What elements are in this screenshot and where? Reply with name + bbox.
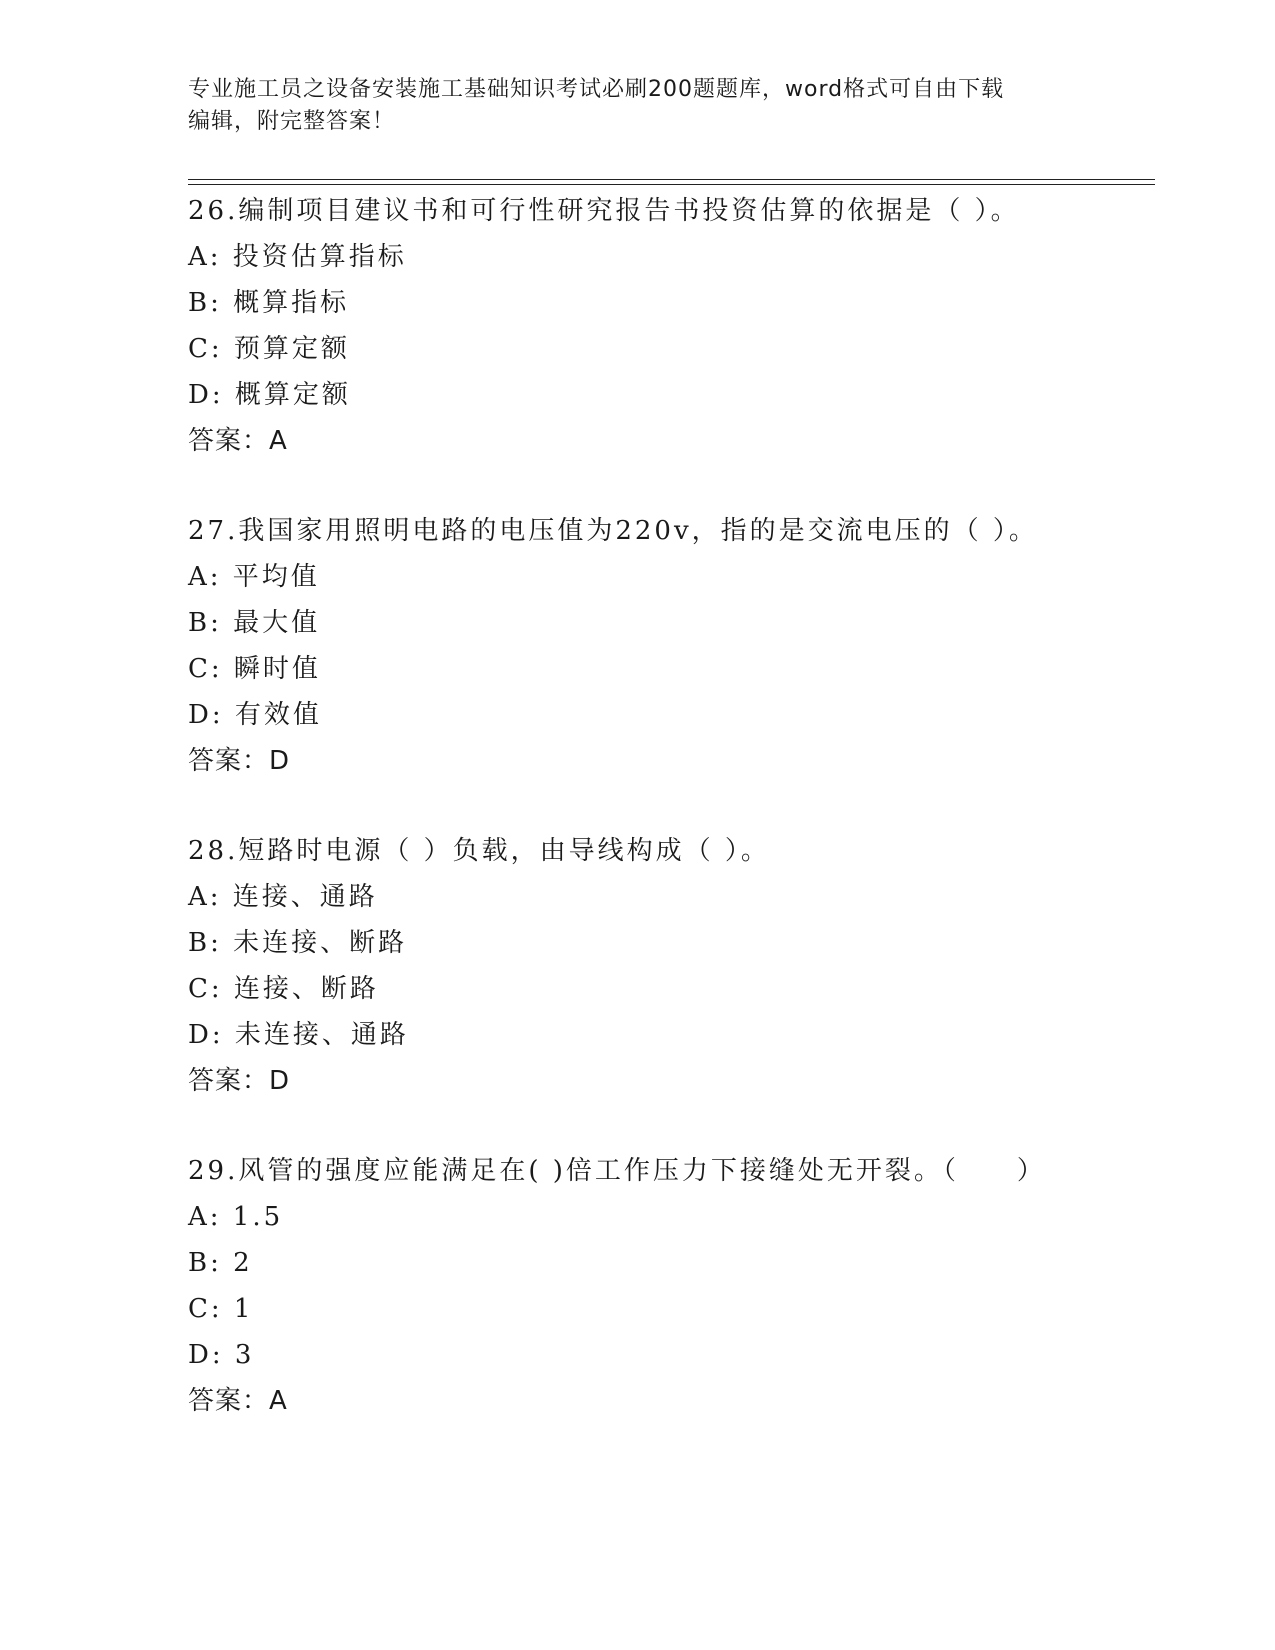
question-stem: 28.短路时电源（ ）负载，由导线构成（ ）。	[188, 836, 770, 866]
option-d: D: 有效值	[188, 700, 322, 730]
option-a: A: 连接、通路	[188, 882, 378, 912]
question-block-29	[188, 1148, 1148, 1424]
option-b: B: 2	[188, 1248, 253, 1278]
header-divider-bottom	[188, 184, 1155, 185]
question-stem: 29.风管的强度应能满足在( )倍工作压力下接缝处无开裂。（ ）	[188, 1156, 1046, 1186]
option-d: D: 未连接、通路	[188, 1020, 409, 1050]
answer-line: 答案：A	[188, 1386, 288, 1416]
option-c: C: 瞬时值	[188, 654, 321, 684]
question-stem: 27.我国家用照明电路的电压值为220v，指的是交流电压的（ ）。	[188, 516, 1038, 546]
question-stem: 26.编制项目建议书和可行性研究报告书投资估算的依据是（ ）。	[188, 196, 1020, 226]
option-a: A: 1.5	[188, 1202, 284, 1232]
option-d: D: 概算定额	[188, 380, 351, 410]
option-a: A: 投资估算指标	[188, 242, 407, 272]
answer-line: 答案：D	[188, 1066, 291, 1096]
option-a: A: 平均值	[188, 562, 320, 592]
question-block-27	[188, 508, 1148, 784]
option-c: C: 1	[188, 1294, 254, 1324]
option-b: B: 最大值	[188, 608, 321, 638]
answer-line: 答案：A	[188, 426, 288, 456]
document-header	[188, 74, 1088, 138]
question-block-28	[188, 828, 1148, 1104]
header-title-line-2: 编辑，附完整答案！	[188, 109, 396, 134]
option-b: B: 概算指标	[188, 288, 350, 318]
header-divider-top	[188, 179, 1155, 180]
header-title-line-1: 专业施工员之设备安装施工基础知识考试必刷200题题库，word格式可自由下载	[188, 77, 1005, 102]
option-c: C: 连接、断路	[188, 974, 379, 1004]
answer-line: 答案：D	[188, 746, 291, 776]
option-c: C: 预算定额	[188, 334, 350, 364]
option-b: B: 未连接、断路	[188, 928, 408, 958]
question-block-26	[188, 188, 1148, 464]
option-d: D: 3	[188, 1340, 255, 1370]
